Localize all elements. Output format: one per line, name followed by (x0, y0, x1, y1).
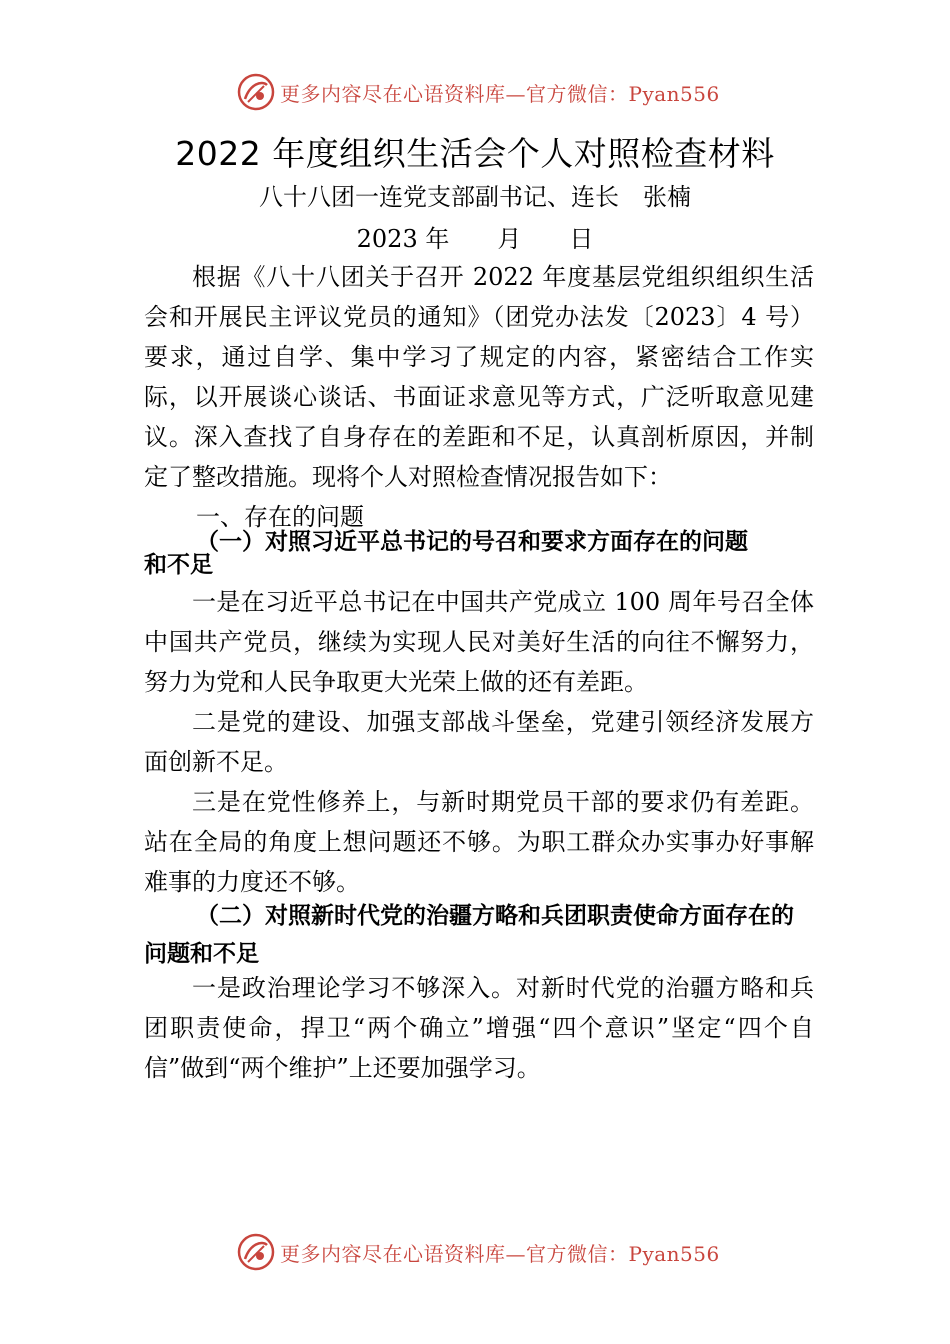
document-author: 八十八团一连党支部副书记、连长 张楠 (259, 183, 691, 211)
subsection-heading-2: （二）对照新时代党的治疆方略和兵团职责使命方面存在的问题和不足 (144, 903, 794, 967)
logo-seal-icon (236, 72, 276, 112)
subsection-heading-1-line1: （一）对照习近平总书记的号召和要求方面存在的问题 (196, 529, 748, 555)
list-item-sub1-2: 二是党的建设、加强支部战斗堡垒，党建引领经济发展方面创新不足。 (144, 708, 814, 776)
footer-watermark-banner (236, 1230, 736, 1274)
logo-seal-icon (236, 1232, 276, 1272)
banner-text: 更多内容尽在心语资料库—官方微信：Pyan556 (280, 1241, 720, 1266)
document-title: 2022 年度组织生活会个人对照检查材料 (175, 134, 775, 173)
list-item-sub1-1: 一是在习近平总书记在中国共产党成立 100 周年号召全体中国共产党员，继续为实现人民对美好生活的向往不懈努力，努力为党和人民争取更大光荣上做的还有差距。 (144, 588, 814, 696)
subsection-heading-1-line2: 和不足 (144, 552, 213, 578)
section-heading-1: 一、存在的问题 (196, 503, 364, 531)
list-item-sub2-1: 一是政治理论学习不够深入。对新时代党的治疆方略和兵团职责使命，捍卫“两个确立”增强“四个意识”坚定“四个自信”做到“两个维护”上还要加强学习。 (144, 974, 814, 1082)
list-item-sub1-3: 三是在党性修养上，与新时期党员干部的要求仍有差距。站在全局的角度上想问题还不够。为职工群众办实事办好事解难事的力度还不够。 (144, 788, 814, 896)
banner-text: 更多内容尽在心语资料库—官方微信：Pyan556 (280, 81, 720, 106)
intro-paragraph: 根据《八十八团关于召开 2022 年度基层党组织组织生活会和开展民主评议党员的通知》（团党办法发〔2023〕4 号）要求，通过自学、集中学习了规定的内容，紧密结合工作实际，以开展谈心谈话、书面证求意见等方式，广泛听取意见建议。深入查找了自身存在的差距和不足，认真剖析原因，并制定了整改措施。现将个人对照检查情况报告如下： (144, 263, 814, 491)
header-watermark-banner (236, 70, 736, 114)
document-date: 2023 年 月 日 (356, 225, 594, 253)
